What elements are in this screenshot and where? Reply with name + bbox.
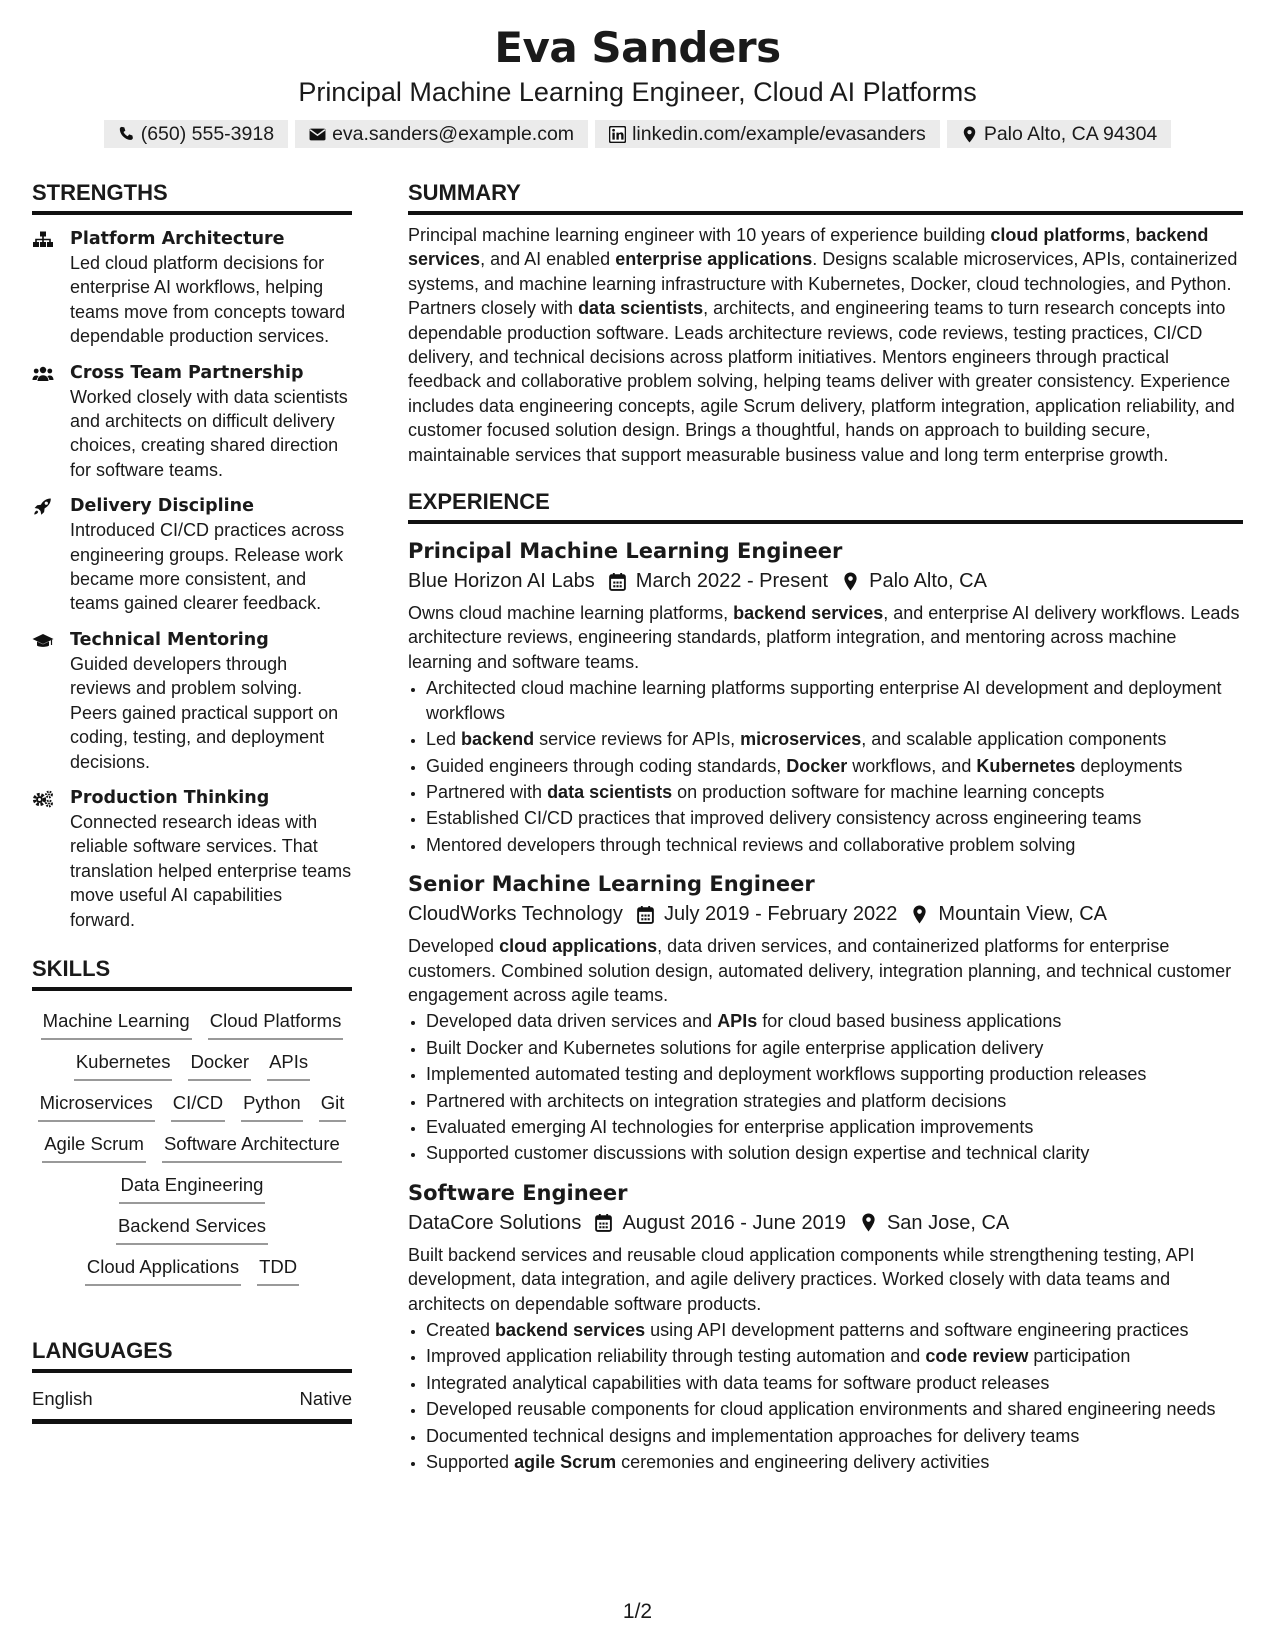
linkedin-icon <box>609 126 626 143</box>
strength-description: Worked closely with data scientists and architects on difficult delivery choices, creating shared direction for software teams. <box>70 386 348 480</box>
bullet-item <box>426 676 1243 725</box>
job-location: Palo Alto, CA <box>869 570 987 593</box>
graduation-cap-icon <box>32 628 70 774</box>
contact-email[interactable] <box>295 120 588 148</box>
company-name: Blue Horizon AI Labs <box>408 570 595 593</box>
text-segment: , and enterprise AI delivery workflows. Leads architecture reviews, engineering standards, platform integration, and mentoring across machine learning and software teams. <box>408 603 1240 672</box>
page-number: 1/2 <box>622 1600 653 1623</box>
right-column <box>408 178 1243 1488</box>
left-column <box>32 178 352 1438</box>
contact-location <box>947 120 1171 148</box>
skill-row <box>32 1132 352 1163</box>
job-meta <box>408 1208 1243 1238</box>
text-segment: ceremonies and engineering delivery activities <box>616 1452 990 1473</box>
text-segment: , data driven services, and containerized platforms for enterprise customers. Combined solution design, automated delivery, integration planning, and technical customer engagement across agile teams. <box>408 936 1232 1005</box>
skill-row <box>32 1050 352 1081</box>
skills-section <box>32 954 352 1286</box>
bold-text: agile Scrum <box>514 1452 617 1473</box>
strength-item <box>32 786 352 932</box>
text-segment: Implemented automated testing and deployment workflows supporting production releases <box>426 1064 1147 1085</box>
job-meta <box>408 566 1243 596</box>
text-segment: workflows, and <box>847 755 977 776</box>
bold-text: backend services <box>733 603 884 624</box>
strength-description: Introduced CI/CD practices across engineering groups. Release work became more consistent, and teams gained clearer feedback. <box>70 520 345 614</box>
bullet-item <box>426 1036 1243 1060</box>
bold-text: enterprise applications <box>615 249 813 270</box>
map-pin-icon <box>911 905 928 924</box>
text-segment: deployments <box>1075 755 1183 776</box>
job-location: San Jose, CA <box>886 1211 1010 1234</box>
job-dates: July 2019 - February 2022 <box>663 903 898 926</box>
calendar-icon <box>609 572 626 591</box>
bold-text: data scientists <box>578 298 704 319</box>
bullet-list <box>408 1318 1243 1474</box>
bullet-item <box>426 1371 1243 1395</box>
company-name: CloudWorks Technology <box>408 903 623 926</box>
bullet-item <box>426 754 1243 778</box>
strength-title: Platform Architecture <box>70 229 285 249</box>
bullet-item <box>426 833 1243 857</box>
bullet-item <box>426 1141 1243 1165</box>
text-segment: Led <box>426 729 462 750</box>
bold-text: code review <box>925 1346 1029 1367</box>
phone-icon <box>118 126 135 143</box>
skill-row <box>32 1009 352 1040</box>
calendar-icon <box>637 905 654 924</box>
text-segment: Built Docker and Kubernetes solutions for agile enterprise application delivery <box>426 1037 1044 1058</box>
text-segment: Supported <box>426 1452 515 1473</box>
text-segment: using API development patterns and software engineering practices <box>645 1320 1189 1340</box>
job-dates: August 2016 - June 2019 <box>622 1211 846 1234</box>
skill-tag: TDD <box>257 1255 299 1286</box>
skill-row <box>32 1255 352 1286</box>
candidate-title: Principal Machine Learning Engineer, Cloud AI Platforms <box>298 77 977 107</box>
bold-text: cloud applications <box>499 936 658 957</box>
strength-description: Led cloud platform decisions for enterprise AI workflows, helping teams move from concepts toward dependable production services. <box>70 253 346 347</box>
text-segment: service reviews for APIs, <box>534 729 741 750</box>
skill-tag: Git <box>319 1091 347 1122</box>
languages-section <box>32 1336 352 1424</box>
text-segment: Developed <box>408 936 500 957</box>
bold-text: backend services <box>495 1320 646 1340</box>
strengths-section <box>32 178 352 932</box>
contact-bar <box>0 120 1275 148</box>
text-segment: for cloud based business applications <box>757 1011 1062 1032</box>
bold-text: Kubernetes <box>976 755 1076 776</box>
contact-text: linkedin.com/example/evasanders <box>632 123 926 145</box>
bold-text: microservices <box>740 729 862 750</box>
users-icon <box>32 361 70 483</box>
map-pin-icon <box>860 1213 877 1232</box>
text-segment: , and AI enabled <box>480 249 616 270</box>
bold-text: backend <box>461 729 535 750</box>
contact-text: Palo Alto, CA 94304 <box>983 123 1158 145</box>
bold-text: backend services <box>408 225 1209 270</box>
bold-text: cloud platforms <box>990 225 1126 245</box>
gears-icon <box>32 786 70 932</box>
text-segment: Partnered with architects on integration strategies and platform decisions <box>426 1090 1007 1111</box>
bold-text: Docker <box>786 755 848 776</box>
bullet-item <box>426 1062 1243 1086</box>
text-segment: on production software for machine learning concepts <box>672 781 1105 802</box>
section-heading: LANGUAGES <box>32 1336 352 1373</box>
strength-item <box>32 494 352 616</box>
job-summary <box>408 601 1243 674</box>
strength-item <box>32 361 352 483</box>
bold-text: APIs <box>717 1011 758 1032</box>
job-entry <box>408 1178 1243 1475</box>
section-heading: SUMMARY <box>408 178 1243 215</box>
strength-item <box>32 227 352 349</box>
strength-title: Technical Mentoring <box>70 629 269 650</box>
job-summary <box>408 934 1243 1007</box>
bullet-item <box>426 1115 1243 1139</box>
bullet-item <box>426 1424 1243 1448</box>
skill-row <box>32 1173 352 1204</box>
contact-text: eva.sanders@example.com <box>332 123 575 145</box>
contact-phone[interactable] <box>104 120 288 148</box>
strength-description: Guided developers through reviews and problem solving. Peers gained practical support on coding, testing, and deployment decisions. <box>70 653 339 772</box>
language-name: English <box>32 1387 93 1409</box>
map-pin-icon <box>842 572 859 591</box>
bullet-item <box>426 1344 1243 1368</box>
candidate-name: Eva Sanders <box>494 23 781 72</box>
strength-title: Production Thinking <box>70 787 270 808</box>
resume-header <box>0 22 1275 148</box>
job-title: Principal Machine Learning Engineer <box>408 539 843 564</box>
bullet-item <box>426 727 1243 751</box>
map-pin-icon <box>961 126 978 143</box>
rocket-icon <box>32 494 70 616</box>
contact-text: (650) 555-3918 <box>140 123 275 145</box>
skill-row <box>32 1091 352 1122</box>
text-segment: Improved application reliability through testing automation and <box>426 1346 926 1367</box>
skill-tag: Software Architecture <box>162 1132 342 1163</box>
skills-list <box>32 991 352 1286</box>
text-segment: Integrated analytical capabilities with data teams for software product releases <box>426 1372 1050 1393</box>
text-segment: Architected cloud machine learning platforms supporting enterprise AI development and deployment workflows <box>426 678 1222 723</box>
job-entry <box>408 536 1243 857</box>
summary-text <box>408 223 1243 467</box>
experience-section <box>408 487 1243 1474</box>
text-segment: , <box>1125 225 1136 245</box>
skill-tag: Python <box>241 1091 303 1122</box>
bullet-item <box>426 806 1243 830</box>
skill-tag: Data Engineering <box>119 1173 266 1204</box>
strength-item <box>32 628 352 774</box>
strength-description: Connected research ideas with reliable software services. That translation helped enterprise teams move useful AI capabilities forward. <box>70 811 352 930</box>
job-meta <box>408 899 1243 929</box>
text-segment: Principal machine learning engineer with 10 years of experience building <box>408 225 991 245</box>
language-row <box>32 1387 352 1424</box>
bullet-list <box>408 1009 1243 1165</box>
calendar-icon <box>595 1213 612 1232</box>
skill-tag: Machine Learning <box>41 1009 192 1040</box>
bullet-item <box>426 1009 1243 1033</box>
text-segment: Built backend services and reusable cloud application components while strengthening testing, API development, data integration, and agile delivery practices. Worked closely with data teams and architects on dependable software products. <box>408 1244 1195 1314</box>
section-heading: EXPERIENCE <box>408 487 1243 524</box>
text-segment: Guided engineers through coding standards, <box>426 755 787 776</box>
summary-section <box>408 178 1243 467</box>
contact-linkedin[interactable] <box>595 120 940 148</box>
text-segment: Documented technical designs and implementation approaches for delivery teams <box>426 1425 1080 1446</box>
bullet-item <box>426 1089 1243 1113</box>
skill-row <box>32 1214 352 1245</box>
sitemap-icon <box>32 227 70 349</box>
strength-title: Cross Team Partnership <box>70 362 304 383</box>
skill-tag: Microservices <box>38 1091 155 1122</box>
envelope-icon <box>309 126 326 143</box>
text-segment: participation <box>1028 1346 1131 1367</box>
job-entry <box>408 869 1243 1166</box>
text-segment: , architects, and engineering teams to turn research concepts into dependable production software. Leads architecture reviews, code reviews, testing practices, CI/CD delivery, and technical decisions across platform initiatives. Mentors engineers through practical feedback and collaborative problem solving, helping teams deliver with greater consistency. Experience includes data engineering concepts, agile Scrum delivery, platform integration, application reliability, and customer focused solution design. Brings a thoughtful, hands on approach to building secure, maintainable services that support measurable business value and long term enterprise growth. <box>408 298 1235 465</box>
job-title: Software Engineer <box>408 1180 628 1205</box>
text-segment: Mentored developers through technical reviews and collaborative problem solving <box>426 834 1076 855</box>
text-segment: , and scalable application components <box>861 729 1167 750</box>
text-segment: Evaluated emerging AI technologies for enterprise application improvements <box>426 1116 1034 1137</box>
text-segment: Created <box>426 1320 496 1340</box>
skill-tag: Docker <box>188 1050 251 1081</box>
language-level: Native <box>299 1387 352 1409</box>
text-segment: Partnered with <box>426 781 548 802</box>
text-segment: Supported customer discussions with solution design expertise and technical clarity <box>426 1143 1090 1164</box>
job-location: Mountain View, CA <box>938 903 1108 926</box>
skill-tag: Cloud Platforms <box>208 1009 344 1040</box>
company-name: DataCore Solutions <box>408 1211 582 1234</box>
bullet-item <box>426 1318 1243 1342</box>
job-dates: March 2022 - Present <box>635 570 829 593</box>
bullet-item <box>426 1397 1243 1421</box>
job-summary <box>408 1243 1243 1316</box>
text-segment: Developed reusable components for cloud application environments and shared engineering needs <box>426 1399 1216 1420</box>
section-heading: STRENGTHS <box>32 178 352 215</box>
skill-tag: Backend Services <box>116 1214 268 1245</box>
skill-tag: CI/CD <box>171 1091 225 1122</box>
strength-title: Delivery Discipline <box>70 496 254 517</box>
skill-tag: APIs <box>267 1050 310 1081</box>
section-heading: SKILLS <box>32 954 352 991</box>
text-segment: Owns cloud machine learning platforms, <box>408 603 734 624</box>
job-title: Senior Machine Learning Engineer <box>408 872 815 897</box>
job-list <box>408 536 1243 1474</box>
skill-tag: Kubernetes <box>74 1050 173 1081</box>
bold-text: data scientists <box>547 781 673 802</box>
bullet-list <box>408 676 1243 857</box>
bullet-item <box>426 1450 1243 1474</box>
skill-tag: Agile Scrum <box>42 1132 146 1163</box>
skill-tag: Cloud Applications <box>85 1255 241 1286</box>
bullet-item <box>426 780 1243 804</box>
text-segment: . Designs scalable microservices, APIs, containerized systems, and machine learning infrastructure with Kubernetes, Docker, cloud technologies, and Python. Partners closely with <box>408 249 1238 319</box>
text-segment: Established CI/CD practices that improved delivery consistency across engineering teams <box>426 808 1142 829</box>
text-segment: Developed data driven services and <box>426 1011 718 1032</box>
